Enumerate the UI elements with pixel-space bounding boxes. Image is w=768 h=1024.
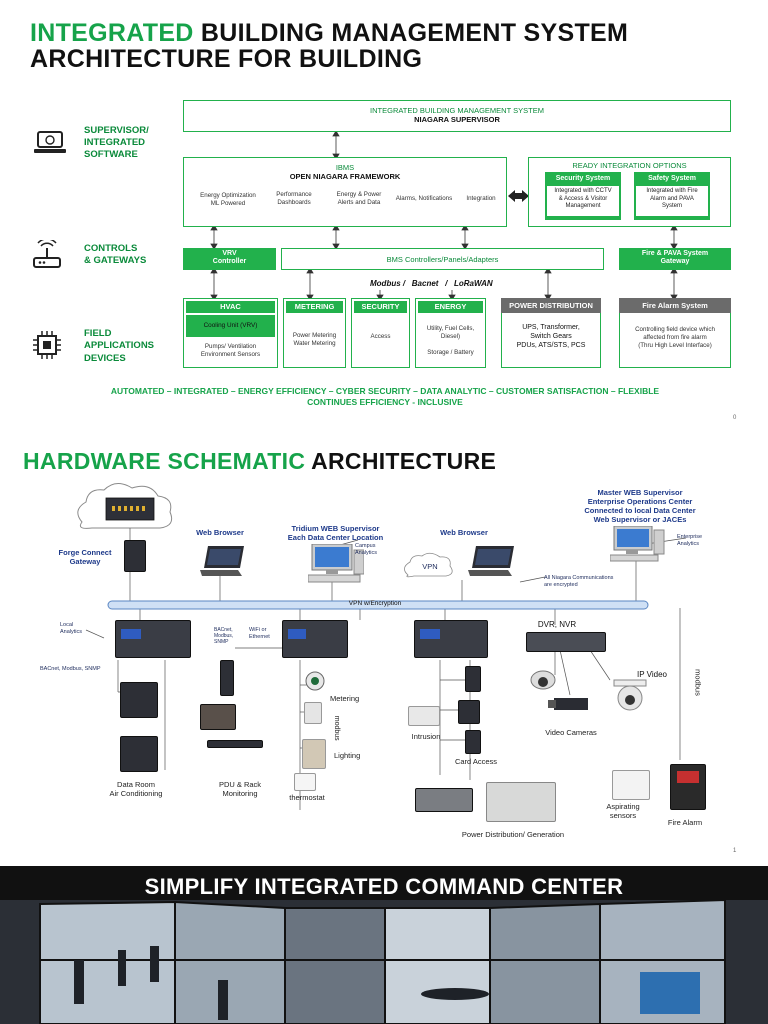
ready-integration-title: READY INTEGRATION OPTIONS: [572, 161, 687, 170]
pdu-strip: [207, 740, 263, 748]
vpn-bus-label: VPN w/Encryption: [348, 600, 402, 607]
security-system-title: Security System: [555, 175, 611, 182]
ip-video-label: IP Video: [637, 670, 667, 679]
campus-analytics-label: Campus Analytics: [355, 543, 378, 556]
fire-alarm-label: Fire Alarm: [667, 818, 703, 827]
ibms-item: Alarms, Notifications: [395, 195, 453, 202]
meter-icon: [304, 670, 326, 692]
pdu-rack-label: PDU & Rack Monitoring: [218, 780, 262, 798]
ibms-subtitle: OPEN NIAGARA FRAMEWORK: [289, 172, 401, 182]
slide3-title: SIMPLIFY INTEGRATED COMMAND CENTER: [144, 874, 624, 899]
lighting-panel: [302, 739, 326, 769]
slide1-title-green: INTEGRATED: [30, 19, 194, 47]
wifi-ethernet-label: WiFi or Ethernet: [249, 627, 270, 640]
video-cameras-label: Video Cameras: [545, 728, 597, 737]
laptop-2-icon: [468, 544, 516, 578]
slide2-title-green: HARDWARE SCHEMATIC: [23, 448, 306, 474]
forge-gateway-label: Forge Connect Gateway: [58, 548, 112, 566]
layer-field-label: FIELD APPLICATIONS DEVICES: [84, 328, 155, 364]
modbus-right-label: modbus: [693, 669, 703, 696]
web-browser-1-label: Web Browser: [196, 528, 244, 537]
bacnet-protocols-2-label: BACnet, Modbus, SNMP: [214, 627, 234, 645]
safety-system-text: Integrated with Fire Alarm and PAVA System: [636, 186, 708, 216]
server-rack: [220, 660, 234, 696]
ibms-item: Performance Dashboards: [276, 191, 312, 206]
jace-controller-1: [115, 620, 191, 658]
energy-storage-label: Storage / Battery: [427, 349, 474, 356]
protocols-label: Modbus / Bacnet / LoRaWAN: [370, 279, 493, 288]
generator-unit: [415, 788, 473, 812]
desktop-2-icon: [610, 526, 666, 562]
lighting-label: Lighting: [334, 751, 361, 760]
slide1-page-number: 0: [733, 415, 737, 421]
pdu-cabinet: [200, 704, 236, 730]
security-items-label: Access: [370, 333, 391, 340]
aspirating-sensor-unit: [612, 770, 650, 800]
vrv-controller-box: VRV Controller: [183, 248, 276, 270]
card-reader-1: [465, 666, 481, 692]
benefits-tagline: AUTOMATED – INTEGRATED – ENERGY EFFICIENCY – CYBER SECURITY – DATA ANALYTIC – CUSTOMER SATISFACTION – FLEXIBLE CONTINUES EFFICIENCY - INCLUSIVE: [110, 386, 660, 408]
slide1-title-rest: BUILDING MANAGEMENT SYSTEM: [200, 19, 629, 47]
fire-alarm-items-label: Controlling field device which affected from fire alarm (Thru High Level Interface): [635, 326, 715, 349]
ac-unit-2: [120, 736, 158, 772]
bacnet-protocols-1-label: BACnet, Modbus, SNMP: [40, 666, 101, 672]
slide2-page-number: 1: [733, 848, 737, 854]
box-camera-icon: [548, 694, 594, 714]
slide-command-center: [0, 866, 768, 1024]
field-group-title: Fire Alarm System: [619, 298, 731, 313]
security-system-text: Integrated with CCTV & Access & Visitor Management: [547, 186, 619, 216]
field-group-title: POWER DISTRIBUTION: [501, 298, 601, 313]
field-group-title: SECURITY: [354, 301, 407, 313]
fire-pava-gateway-box: Fire & PAVA System Gateway: [619, 248, 731, 270]
laptop-1-icon: [200, 544, 246, 578]
slide-hardware-schematic: [0, 430, 768, 866]
slide2-title-rest: ARCHITECTURE: [311, 448, 497, 474]
bms-controllers-box: BMS Controllers/Panels/Adapters: [281, 248, 604, 270]
layer-supervisor-label: SUPERVISOR/ INTEGRATED SOFTWARE: [84, 125, 149, 160]
niagara-supervisor-box: [183, 100, 731, 132]
card-access-label: Card Access: [454, 757, 498, 766]
thermostat-label: thermostat: [289, 793, 325, 802]
safety-system-title: Safety System: [648, 175, 696, 182]
vpn-cloud-label: VPN: [422, 562, 438, 571]
ibms-item: Energy Optimization ML Powered: [200, 192, 256, 207]
field-group-title: ENERGY: [418, 301, 483, 313]
field-group-title: METERING: [286, 301, 343, 313]
ptz-camera-icon: [610, 678, 650, 714]
tridium-supervisor-label: Tridium WEB Supervisor Each Data Center Location: [287, 524, 384, 542]
aspirating-sensors-label: Aspirating sensors: [606, 802, 640, 820]
energy-utility-label: Utility, Fuel Cells, Diesel): [426, 325, 475, 340]
safety-system-box: [634, 172, 710, 220]
water-meter: [304, 702, 322, 724]
power-distribution-label: Power Distribution/ Generation: [461, 830, 565, 839]
intrusion-label: Intrusion: [411, 732, 441, 741]
metering-label: Metering: [330, 694, 360, 703]
encrypted-note-label: All Niagara Communications are encrypted: [544, 575, 614, 588]
enterprise-analytics-label: Enterprise Analytics: [677, 534, 703, 547]
dome-camera-icon: [530, 670, 556, 692]
switchgear-cabinet: [486, 782, 556, 822]
slide1-title-line2: ARCHITECTURE FOR BUILDING: [30, 45, 423, 74]
jace-controller-2: [282, 620, 348, 658]
thermostat-device: [294, 773, 316, 791]
ibms-item: Energy & Power Alerts and Data: [336, 191, 382, 206]
local-analytics-label: Local Analytics: [60, 622, 83, 635]
card-reader-3: [465, 730, 481, 754]
jace-controller-3: [414, 620, 488, 658]
layer-controls-label: CONTROLS & GATEWAYS: [84, 243, 147, 267]
niagara-supervisor-line1: INTEGRATED BUILDING MANAGEMENT SYSTEM: [370, 106, 544, 115]
cooling-unit-label: Cooling Unit (VRV): [186, 315, 275, 337]
dvr-nvr-device: [526, 632, 606, 652]
hvac-sensors-label: Pumps/ Ventilation Environment Sensors: [200, 343, 261, 358]
video-wall-image: [0, 900, 768, 1024]
ibms-title: IBMS: [335, 163, 355, 172]
fire-alarm-panel: [670, 764, 706, 810]
field-group-title: HVAC: [186, 301, 275, 313]
data-room-ac-label: Data Room Air Conditioning: [109, 780, 163, 798]
metering-items-label: Power Metering Water Metering: [292, 332, 337, 347]
modbus-vertical-label: modbus: [333, 715, 341, 741]
web-browser-2-label: Web Browser: [440, 528, 488, 537]
slide-bms-architecture: [0, 0, 768, 430]
ac-unit-1: [120, 682, 158, 718]
security-system-box: [545, 172, 621, 220]
master-supervisor-label: Master WEB Supervisor Enterprise Operations Center Connected to local Data Center Web Supervisor or JACEs: [584, 488, 696, 524]
intrusion-keypad: [408, 706, 440, 726]
card-reader-2: [458, 700, 480, 724]
dvr-nvr-label: DVR, NVR: [537, 620, 577, 629]
ibms-item: Integration: [466, 195, 496, 202]
niagara-supervisor-line2: NIAGARA SUPERVISOR: [414, 115, 500, 125]
power-distribution-items-label: UPS, Transformer, Switch Gears PDUs, ATS/STS, PCS: [516, 324, 586, 349]
